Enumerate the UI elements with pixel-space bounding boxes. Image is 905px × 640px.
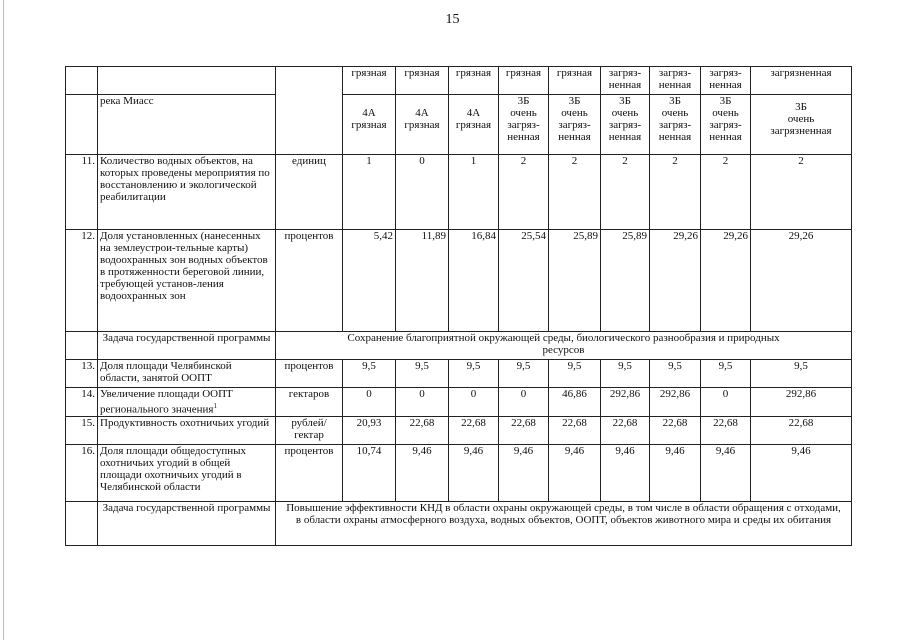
header-num-cell xyxy=(66,95,98,155)
value-cell: 25,89 xyxy=(549,230,601,332)
header-bottom-cell: 3Б очень загрязненная xyxy=(751,95,852,155)
header-top-cell: загряз- ненная xyxy=(650,67,701,95)
value-cell: 22,68 xyxy=(751,416,852,444)
unit-cell: единиц xyxy=(276,155,343,230)
value-cell: 29,26 xyxy=(751,230,852,332)
table-row xyxy=(66,360,852,388)
row-number: 14. xyxy=(66,388,98,417)
value-cell: 2 xyxy=(701,155,751,230)
task-num-cell xyxy=(66,501,98,545)
unit-cell: процентов xyxy=(276,444,343,501)
value-cell: 10,74 xyxy=(343,444,396,501)
header-row-bottom xyxy=(66,95,852,155)
value-cell: 46,86 xyxy=(549,388,601,417)
unit-cell: рублей/ гектар xyxy=(276,416,343,444)
table-row xyxy=(66,155,852,230)
value-cell: 9,5 xyxy=(499,360,549,388)
value-cell: 11,89 xyxy=(396,230,449,332)
value-cell: 9,46 xyxy=(396,444,449,501)
indicator-name: Доля установленных (нанесенных на землеустрои-тельные карты) водоохранных зон водных объектов в протяженности береговой линии, требующей установ-ления водоохранных зон xyxy=(98,230,276,332)
row-number: 11. xyxy=(66,155,98,230)
value-cell: 1 xyxy=(343,155,396,230)
value-cell: 2 xyxy=(650,155,701,230)
header-top-cell: грязная xyxy=(499,67,549,95)
header-bottom-cell: 4А грязная xyxy=(396,95,449,155)
header-top-cell: грязная xyxy=(343,67,396,95)
table-row xyxy=(66,444,852,501)
value-cell: 292,86 xyxy=(601,388,650,417)
value-cell: 2 xyxy=(751,155,852,230)
unit-cell: процентов xyxy=(276,230,343,332)
value-cell: 9,46 xyxy=(549,444,601,501)
indicator-name: Доля площади общедоступных охотничьих угодий в общей площади охотничьих угодий в Челябинской области xyxy=(98,444,276,501)
value-cell: 22,68 xyxy=(601,416,650,444)
value-cell: 0 xyxy=(499,388,549,417)
header-top-cell: грязная xyxy=(396,67,449,95)
header-top-cell: загрязненная xyxy=(751,67,852,95)
value-cell: 9,5 xyxy=(650,360,701,388)
value-cell: 9,5 xyxy=(449,360,499,388)
header-bottom-cell: 4А грязная xyxy=(343,95,396,155)
footnote-mark: 1 xyxy=(213,402,217,410)
indicator-name: Доля площади Челябинской области, занятой ООПТ xyxy=(98,360,276,388)
indicator-name xyxy=(98,388,276,417)
value-cell: 9,46 xyxy=(499,444,549,501)
header-top-cell: грязная xyxy=(449,67,499,95)
value-cell: 292,86 xyxy=(751,388,852,417)
task-num-cell xyxy=(66,332,98,360)
value-cell: 9,46 xyxy=(751,444,852,501)
value-cell: 22,68 xyxy=(650,416,701,444)
value-cell: 9,46 xyxy=(650,444,701,501)
header-top-cell: загряз- ненная xyxy=(701,67,751,95)
task-row xyxy=(66,332,852,360)
value-cell: 9,5 xyxy=(396,360,449,388)
value-cell: 9,46 xyxy=(449,444,499,501)
value-cell: 9,5 xyxy=(601,360,650,388)
unit-cell: процентов xyxy=(276,360,343,388)
value-cell: 9,5 xyxy=(343,360,396,388)
value-cell: 16,84 xyxy=(449,230,499,332)
indicator-name: Продуктивность охотничьих угодий xyxy=(98,416,276,444)
value-cell: 0 xyxy=(343,388,396,417)
header-name-top-cell xyxy=(98,67,276,95)
value-cell: 22,68 xyxy=(449,416,499,444)
value-cell: 292,86 xyxy=(650,388,701,417)
unit-cell: гектаров xyxy=(276,388,343,417)
header-top-cell: грязная xyxy=(549,67,601,95)
row-number: 12. xyxy=(66,230,98,332)
task-text: Сохранение благоприятной окружающей среды, биологического разнообразия и природных ресурсов xyxy=(276,332,852,360)
indicators-table xyxy=(65,66,852,546)
row-number: 16. xyxy=(66,444,98,501)
value-cell: 29,26 xyxy=(701,230,751,332)
value-cell: 2 xyxy=(499,155,549,230)
header-top-cell: загряз- ненная xyxy=(601,67,650,95)
row-number: 13. xyxy=(66,360,98,388)
value-cell: 9,46 xyxy=(601,444,650,501)
value-cell: 20,93 xyxy=(343,416,396,444)
header-bottom-cell: 4А грязная xyxy=(449,95,499,155)
task-label: Задача государственной программы xyxy=(98,501,276,545)
header-row-top xyxy=(66,67,852,95)
value-cell: 9,5 xyxy=(701,360,751,388)
header-unit-cell xyxy=(276,67,343,155)
indicator-name: Количество водных объектов, на которых проведены мероприятия по восстановлению и экологической реабилитации xyxy=(98,155,276,230)
task-label: Задача государственной программы xyxy=(98,332,276,360)
value-cell: 9,5 xyxy=(751,360,852,388)
value-cell: 0 xyxy=(449,388,499,417)
value-cell: 2 xyxy=(601,155,650,230)
task-text: Повышение эффективности КНД в области охраны окружающей среды, в том числе в области обращения с отходами, в области охраны атмосферного воздуха, водных объектов, ООПТ, объектов животного мира и среды их обитания xyxy=(276,501,852,545)
value-cell: 29,26 xyxy=(650,230,701,332)
value-cell: 2 xyxy=(549,155,601,230)
value-cell: 9,46 xyxy=(701,444,751,501)
header-bottom-cell: 3Б очень загряз- ненная xyxy=(701,95,751,155)
value-cell: 25,89 xyxy=(601,230,650,332)
value-cell: 22,68 xyxy=(499,416,549,444)
page-number: 15 xyxy=(445,12,460,27)
header-num-cell xyxy=(66,67,98,95)
header-bottom-cell: 3Б очень загряз- ненная xyxy=(650,95,701,155)
header-bottom-cell: 3Б очень загряз- ненная xyxy=(601,95,650,155)
table-row xyxy=(66,230,852,332)
river-name: река Миасс xyxy=(98,95,276,155)
value-cell: 0 xyxy=(396,155,449,230)
value-cell: 0 xyxy=(396,388,449,417)
value-cell: 22,68 xyxy=(549,416,601,444)
value-cell: 22,68 xyxy=(701,416,751,444)
header-bottom-cell: 3Б очень загряз- ненная xyxy=(499,95,549,155)
scan-edge-line xyxy=(3,0,4,640)
row-number: 15. xyxy=(66,416,98,444)
value-cell: 9,5 xyxy=(549,360,601,388)
indicator-name-text: Увеличение площади ООПТ регионального значения xyxy=(100,388,233,416)
table-row xyxy=(66,388,852,417)
header-bottom-cell: 3Б очень загряз- ненная xyxy=(549,95,601,155)
value-cell: 25,54 xyxy=(499,230,549,332)
value-cell: 0 xyxy=(701,388,751,417)
value-cell: 22,68 xyxy=(396,416,449,444)
table-row xyxy=(66,416,852,444)
value-cell: 5,42 xyxy=(343,230,396,332)
value-cell: 1 xyxy=(449,155,499,230)
task-row xyxy=(66,501,852,545)
